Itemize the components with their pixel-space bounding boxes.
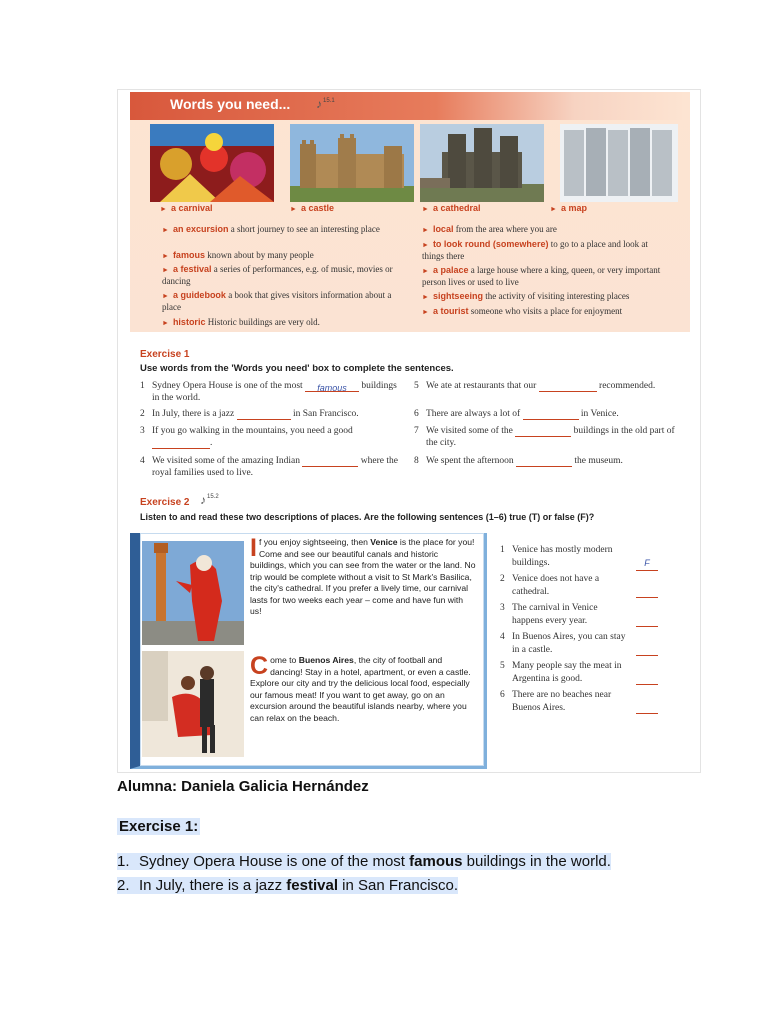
exercise2-instruction: Listen to and read these two descriptions of places. Are the following sentences (1–6) true (T) or false (F)? [140, 512, 595, 522]
venice-carnival-photo [142, 541, 244, 645]
exercise1-sentence: 4 We visited some of the amazing Indian where the royal families used to live. [140, 456, 398, 478]
caption-map: ► a map [550, 203, 587, 213]
exercise1-sentence: 7 We visited some of the buildings in the old part of the city. [414, 426, 675, 448]
answer-line: 2. In July, there is a jazz festival in San Francisco. [117, 877, 459, 894]
answer-line: 1. Sydney Opera House is one of the most famous buildings in the world. [117, 853, 611, 870]
exercise1-sentence: 5 We ate at restaurants that our recommended. [414, 381, 656, 391]
exercise2-title: Exercise 2 [140, 497, 190, 508]
definition-palace: ► a palace a large house where a king, queen, or very important person lives or used to live [422, 265, 661, 287]
cathedral-photo [420, 124, 544, 202]
exercise1-sentence: 3 If you go walking in the mountains, you need a good . [140, 426, 353, 448]
buenos-aires-text: Come to Buenos Aires, the city of football and dancing! Stay in a hotel, apartment, or even a castle. Explore our city and try the delicious local food, especially our famous meat! If you want to get away, go on an excursion around the beautiful islands nearby, where you can relax on the beach. [250, 652, 471, 723]
definition-sightseeing: ► sightseeing the activity of visiting interesting places [422, 291, 630, 301]
caption-castle: ► a castle [290, 203, 334, 213]
definition-tourist: ► a tourist someone who visits a place for enjoyment [422, 306, 623, 316]
map-photo [560, 124, 678, 202]
student-name: Alumna: Daniela Galicia Hernández [117, 778, 369, 795]
words-you-need-title: Words you need... [170, 96, 291, 112]
castle-photo [290, 124, 414, 202]
tf-statement: 1 Venice has mostly modern buildings. F [500, 544, 690, 569]
tango-dancers-photo [142, 651, 244, 757]
caption-carnival: ► a carnival [160, 203, 213, 213]
carnival-photo [150, 124, 274, 202]
exercise1-sentence: 2 In July, there is a jazz in San Francisco. [140, 409, 359, 419]
tf-statement: 3 The carnival in Venice happens every year. [500, 602, 690, 627]
tf-statement: 6 There are no beaches near Buenos Aires. [500, 689, 690, 714]
tf-statement: 4 In Buenos Aires, you can stay in a castle. [500, 631, 690, 656]
exercise1-title: Exercise 1 [140, 349, 190, 360]
definition-local: ► local from the area where you are [422, 224, 557, 234]
exercise1-heading: Exercise 1: [119, 818, 199, 835]
exercise1-sentence: 6 There are always a lot of in Venice. [414, 409, 619, 419]
definition-famous: ► famous known about by many people [162, 250, 314, 260]
definition-excursion: ► an excursion a short journey to see an interesting place [162, 224, 380, 234]
exercise1-sentence: 8 We spent the afternoon the museum. [414, 456, 623, 466]
definition-historic: ► historic Historic buildings are very old. [162, 317, 320, 327]
tf-statement: 2 Venice does not have a cathedral. [500, 573, 690, 598]
exercise1-instruction: Use words from the 'Words you need' box to complete the sentences. [140, 363, 454, 374]
tf-statement: 5 Many people say the meat in Argentina is good. [500, 660, 690, 685]
exercise1-sentence: 1 Sydney Opera House is one of the most famous buildings in the world. [140, 381, 397, 403]
textbook-page-image [117, 89, 701, 773]
reading-panel [130, 533, 487, 769]
handwritten-answer: famous [317, 383, 347, 393]
definition-festival: ► a festival a series of performances, e.g. of music, movies or dancing [162, 264, 393, 286]
definition-look-round: ► to look round (somewhere) to go to a place and look at things there [422, 239, 648, 261]
audio-icon: ♪ 15.1 [316, 97, 335, 111]
definition-guidebook: ► a guidebook a book that gives visitors information about a place [162, 290, 392, 312]
audio-icon: ♪ 15.2 [200, 493, 219, 507]
handwritten-answer: F [636, 557, 658, 571]
venice-text: If you enjoy sightseeing, then Venice is the place for you! Come and see our beautiful canals and historic buildings, which you can see from the water or the land. No trip would be complete without a visit to St Mark's Basilica, the city's cathedral. If you prefer a lively time, our carnival lasts for two weeks each year – come and have fun with us! [250, 534, 476, 616]
words-you-need-box [130, 92, 690, 332]
caption-cathedral: ► a cathedral [422, 203, 481, 213]
